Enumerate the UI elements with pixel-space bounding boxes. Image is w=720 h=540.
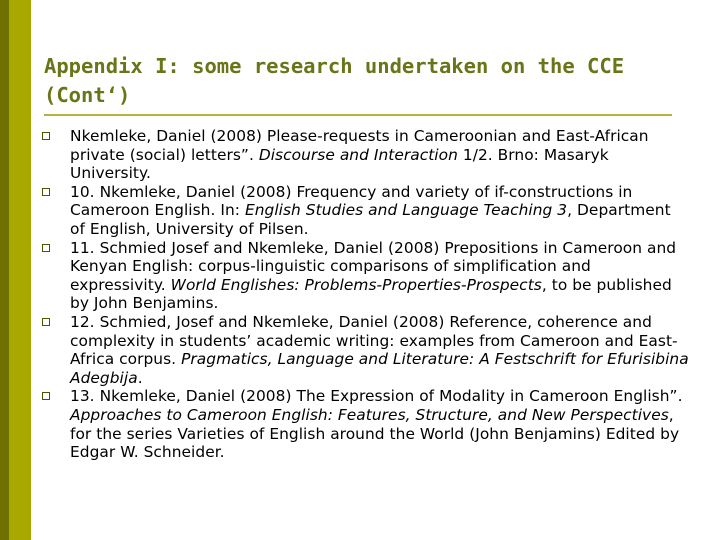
reference-italic-text: Approaches to Cameroon English: Features, Structure, and New Perspectives <box>70 405 669 424</box>
reference-text: 1/2. Brno: Masaryk University. <box>70 145 609 183</box>
sidebar-light-stripe <box>9 0 31 540</box>
reference-italic-text: Pragmatics, Language and Literature: A Festschrift for Efurisibina Adegbija <box>70 350 689 387</box>
reference-text: , Department of English, University of Pilsen. <box>70 201 671 238</box>
square-bullet-icon <box>42 318 50 326</box>
reference-list <box>70 127 690 462</box>
title-divider <box>44 114 672 116</box>
square-bullet-icon <box>42 132 50 140</box>
reference-text: . <box>137 368 143 387</box>
reference-item <box>70 183 690 239</box>
square-bullet-icon <box>42 244 50 252</box>
reference-text: 13. Nkemleke, Daniel (2008) The Expression of Modality in Cameroon English”. <box>70 387 683 406</box>
reference-text: , for the series Varieties of English around the World (John Benjamins) Edited by Edgar W. Schneider. <box>70 405 680 462</box>
reference-item <box>70 387 690 461</box>
reference-text: 11. Schmied Josef and Nkemleke, Daniel (2008) Prepositions in Cameroon and Kenyan English: corpus-linguistic comparisons of simplification and expressivity. <box>70 238 677 294</box>
square-bullet-icon <box>42 188 50 196</box>
reference-item <box>70 313 690 387</box>
reference-item <box>70 127 690 183</box>
reference-text: 10. Nkemleke, Daniel (2008) Frequency and variety of if-constructions in Cameroon English. In: <box>70 182 633 220</box>
reference-text: , to be published by John Benjamins. <box>70 275 672 313</box>
square-bullet-icon <box>42 392 50 400</box>
reference-italic-text: World Englishes: Problems-Properties-Prospects <box>170 275 542 294</box>
sidebar-dark-stripe <box>0 0 9 540</box>
reference-item <box>70 239 690 313</box>
reference-italic-text: English Studies and Language Teaching 3 <box>244 201 568 220</box>
reference-italic-text: Discourse and Interaction <box>258 145 458 164</box>
reference-text: 12. Schmied, Josef and Nkemleke, Daniel (2008) Reference, coherence and complexity in students’ academic writing: examples from Cameroon and East-Africa corpus. <box>70 312 678 369</box>
reference-text: Nkemleke, Daniel (2008) Please-requests in Cameroonian and East-African private (social) letters”. <box>70 127 649 164</box>
slide-title: Appendix I: some research undertaken on the CCE (Cont‘) <box>44 54 625 107</box>
